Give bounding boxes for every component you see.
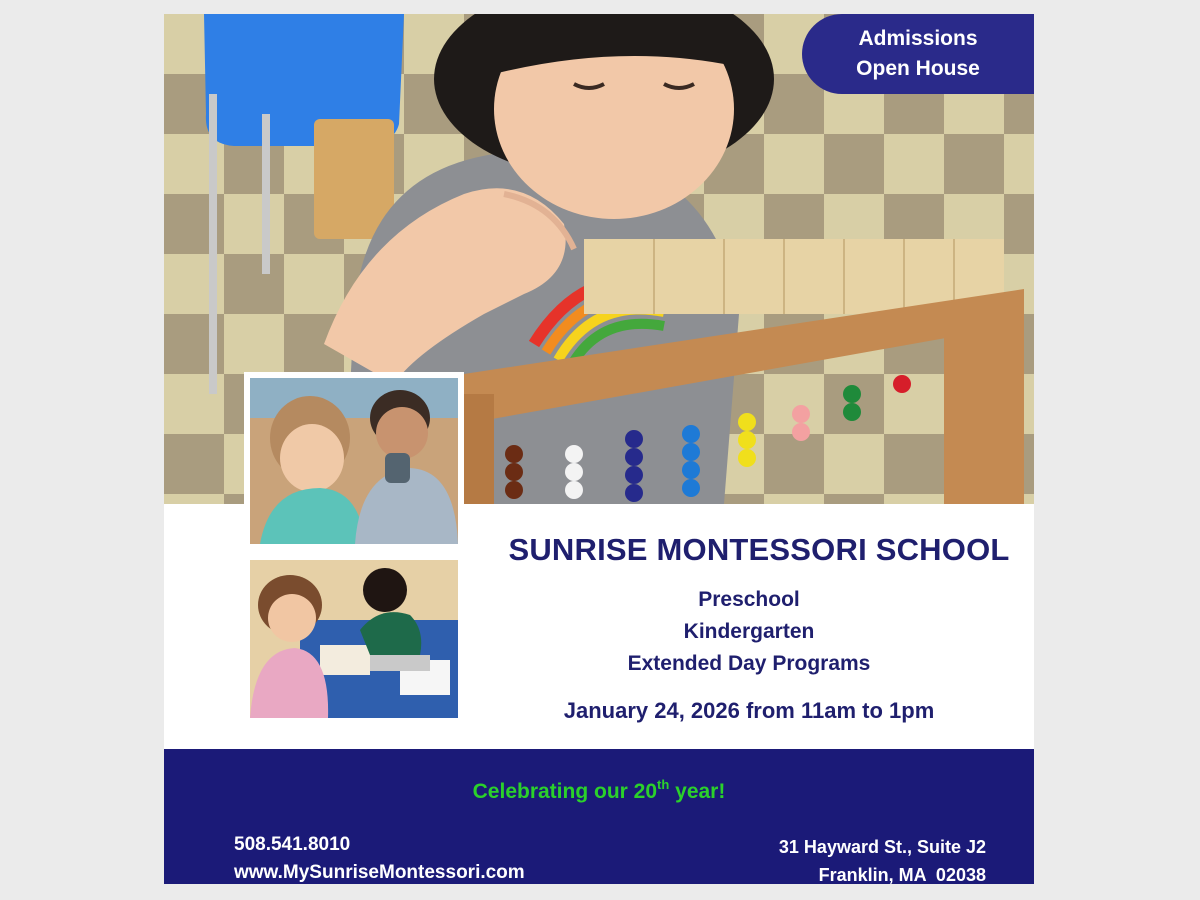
boys-playing-illustration [250, 378, 458, 544]
website-link[interactable]: www.MySunriseMontessori.com [234, 862, 525, 883]
program-list [464, 584, 1034, 680]
school-name: SUNRISE MONTESSORI SCHOOL [508, 532, 1010, 567]
program-item: Extended Day Programs [627, 652, 871, 675]
anniversary-tagline [164, 777, 1034, 804]
event-date: January 24, 2026 from 11am to 1pm [563, 698, 935, 723]
address-block [779, 833, 986, 884]
anniversary-ordinal: th [657, 777, 670, 792]
photo-girls-working [244, 554, 464, 724]
girls-working-illustration [250, 560, 458, 718]
contact-info [234, 831, 525, 884]
address-line-1: 31 Hayward St., Suite J2 [778, 837, 986, 857]
program-item: Kindergarten [683, 620, 815, 643]
photo-boys-playing [244, 372, 464, 550]
anniversary-suffix: year! [669, 780, 726, 803]
anniversary-prefix: Celebrating our 20 [472, 780, 658, 803]
phone-number: 508.541.8010 [234, 834, 351, 855]
school-info [464, 504, 1034, 749]
address-line-2: Franklin, MA 02038 [818, 865, 986, 884]
admissions-badge [802, 14, 1034, 94]
program-item: Preschool [698, 588, 800, 611]
open-house-flyer [164, 14, 1034, 884]
footer-banner [164, 749, 1034, 884]
badge-line-2: Open House [856, 57, 980, 80]
badge-line-1: Admissions [858, 26, 978, 50]
